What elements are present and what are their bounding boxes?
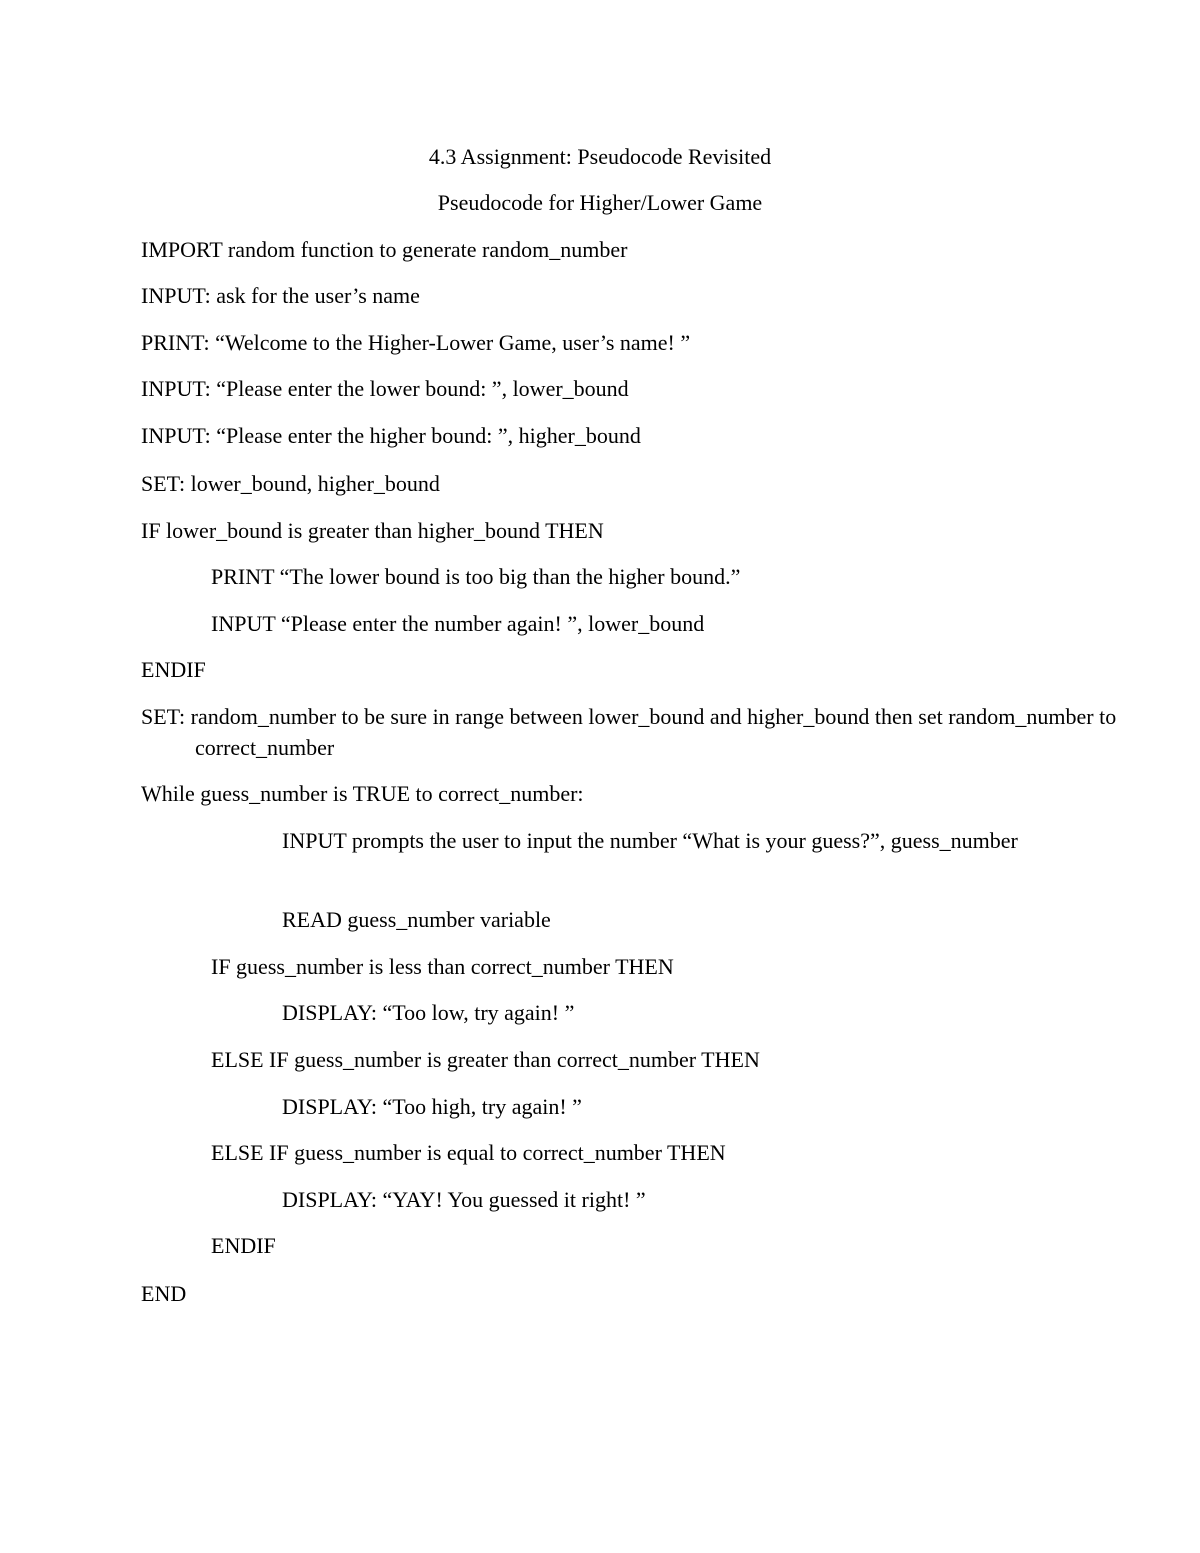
pseudocode-line: IMPORT random function to generate random_number	[141, 237, 628, 262]
pseudocode-line: END	[141, 1281, 187, 1306]
pseudocode-line: While guess_number is TRUE to correct_number:	[141, 781, 584, 806]
pseudocode-line: ENDIF	[141, 657, 206, 682]
pseudocode-line: IF lower_bound is greater than higher_bound THEN	[141, 518, 604, 543]
pseudocode-line: INPUT: ask for the user’s name	[141, 283, 420, 308]
pseudocode-line: ELSE IF guess_number is greater than correct_number THEN	[211, 1047, 760, 1072]
pseudocode-line: IF guess_number is less than correct_number THEN	[211, 954, 674, 979]
pseudocode-line: DISPLAY: “Too high, try again! ”	[282, 1094, 582, 1119]
pseudocode-line: INPUT prompts the user to input the number “What is your guess?”, guess_number	[282, 828, 1018, 853]
pseudocode-line: ENDIF	[211, 1233, 276, 1258]
pseudocode-line: INPUT: “Please enter the higher bound: ”, higher_bound	[141, 423, 641, 448]
pseudocode-line: SET: random_number to be sure in range between lower_bound and higher_bound then set random_number to correct_number	[141, 704, 1117, 760]
pseudocode-line: PRINT: “Welcome to the Higher-Lower Game, user’s name! ”	[141, 330, 691, 355]
pseudocode-line: PRINT “The lower bound is too big than the higher bound.”	[211, 564, 741, 589]
pseudocode-line: INPUT: “Please enter the lower bound: ”, lower_bound	[141, 376, 629, 401]
pseudocode-line: DISPLAY: “YAY! You guessed it right! ”	[282, 1187, 646, 1212]
pseudocode-line: ELSE IF guess_number is equal to correct_number THEN	[211, 1140, 726, 1165]
pseudocode-line: SET: lower_bound, higher_bound	[141, 471, 440, 496]
pseudocode-line: INPUT “Please enter the number again! ”, lower_bound	[211, 611, 705, 636]
page-title: 4.3 Assignment: Pseudocode Revisited	[428, 144, 772, 169]
page-subtitle: Pseudocode for Higher/Lower Game	[437, 190, 763, 215]
pseudocode-line: READ guess_number variable	[282, 907, 551, 932]
pseudocode-line: DISPLAY: “Too low, try again! ”	[282, 1000, 575, 1025]
